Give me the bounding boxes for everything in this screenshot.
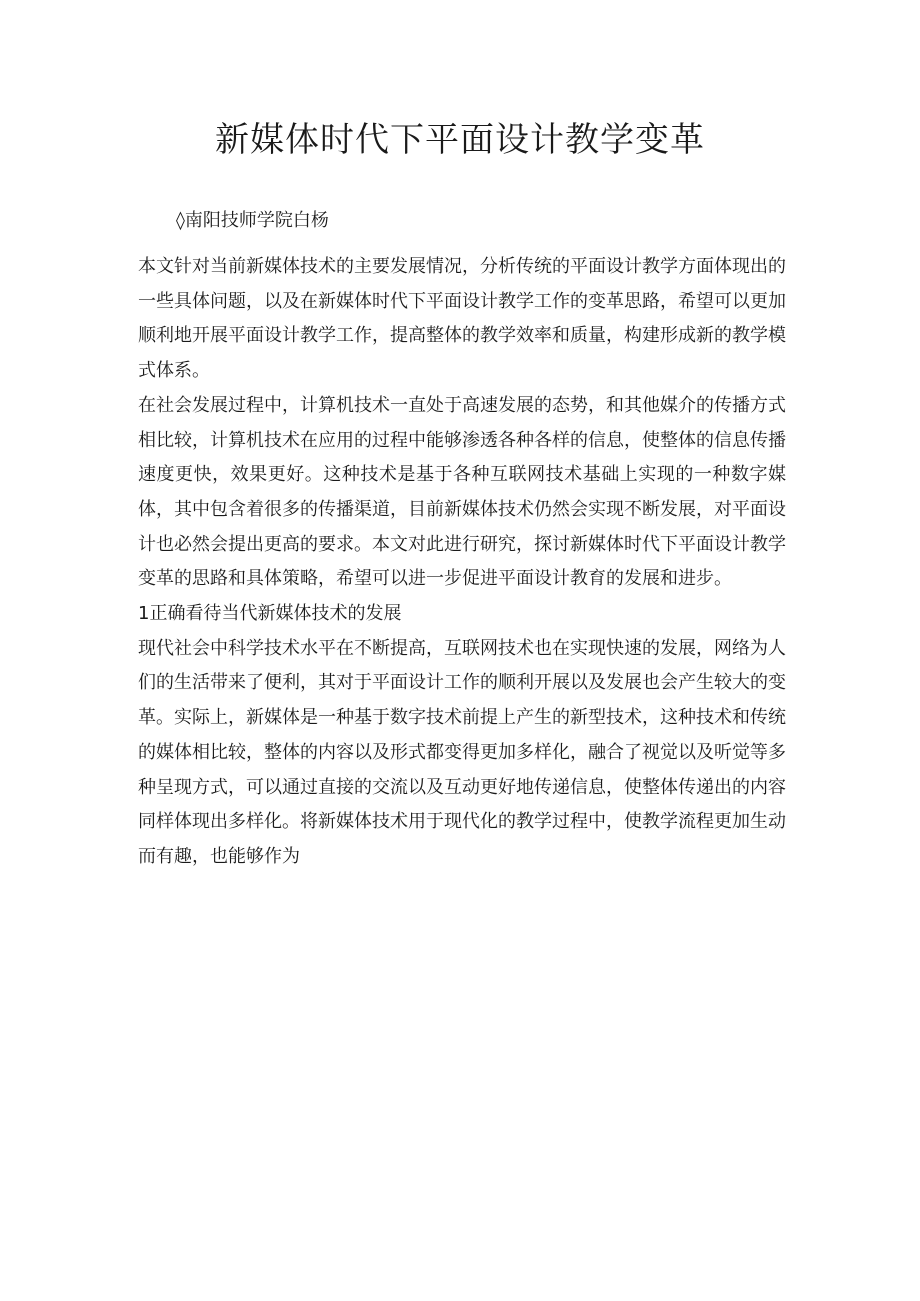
document-body — [138, 250, 786, 875]
section-paragraph: 现代社会中科学技术水平在不断提高，互联网技术也在实现快速的发展，网络为人们的生活带来了便利，其对于平面设计工作的顺利开展以及发展也会产生较大的变革。实际上，新媒体是一种基于数字技术前提上产生的新型技术，这种技术和传统的媒体相比较，整体的内容以及形式都变得更加多样化，融合了视觉以及听觉等多种呈现方式，可以通过直接的交流以及互动更好地传递信息，使整体传递出的内容同样体现出多样化。将新媒体技术用于现代化的教学过程中，使教学流程更加生动而有趣，也能够作为 — [138, 637, 786, 867]
abstract-paragraph: 本文针对当前新媒体技术的主要发展情况，分析传统的平面设计教学方面体现出的一些具体问题，以及在新媒体时代下平面设计教学工作的变革思路，希望可以更加顺利地开展平面设计教学工作，提高整体的教学效率和质量，构建形成新的教学模式体系。 — [138, 256, 786, 382]
intro-paragraph: 在社会发展过程中，计算机技术一直处于高速发展的态势，和其他媒介的传播方式相比较，计算机技术在应用的过程中能够渗透各种各样的信息，使整体的信息传播速度更快，效果更好。这种技术是基于各种互联网技术基础上实现的一种数字媒体，其中包含着很多的传播渠道，目前新媒体技术仍然会实现不断发展，对平面设计也必然会提出更高的要求。本文对此进行研究，探讨新媒体时代下平面设计教学变革的思路和具体策略，希望可以进一步促进平面设计教育的发展和进步。 — [138, 394, 786, 590]
document-title: 新媒体时代下平面设计教学变革 — [215, 120, 705, 160]
section-heading: 1正确看待当代新媒体技术的发展 — [138, 603, 402, 625]
author-line: ◊南阳技师学院白杨 — [176, 210, 329, 231]
